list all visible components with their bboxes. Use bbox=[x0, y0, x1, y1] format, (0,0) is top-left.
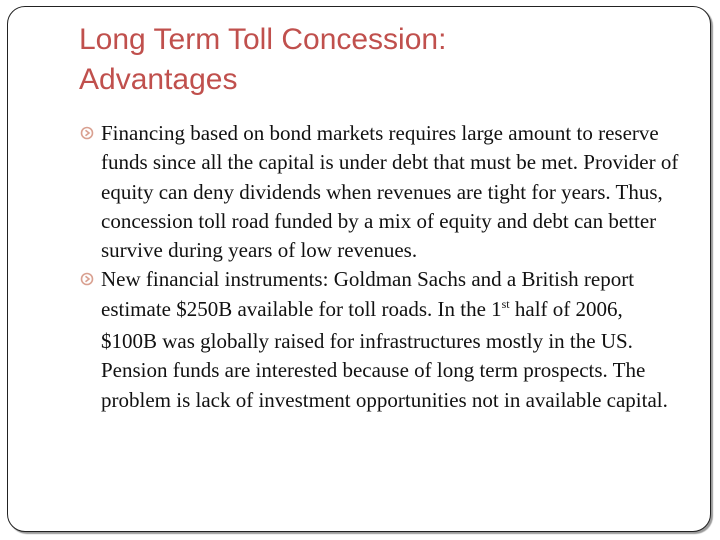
slide-title bbox=[79, 20, 679, 100]
title-line-2: Advantages bbox=[79, 63, 238, 96]
bullet-text: Financing based on bond markets requires large amount to reserve funds since all the capital is under debt that must be met. Provider of equity can deny dividends when revenues are tight for years. Thus, concession toll road funded by a mix of equity and debt can better survive during years of low revenues. bbox=[101, 121, 679, 263]
bullet-item-financing bbox=[79, 119, 679, 265]
title-line-1: Long Term Toll Concession: bbox=[79, 23, 447, 56]
bullet-icon bbox=[79, 265, 99, 294]
ordinal-superscript: st bbox=[501, 296, 510, 311]
bullet-icon bbox=[79, 119, 99, 148]
bullet-item-instruments bbox=[79, 265, 679, 414]
bullet-text-part-2: half of 2006, $100B was globally raised for infrastructures mostly in the US. Pension funds are interested because of long term prospects. The problem is lack of investment opportunities not in available capital. bbox=[101, 296, 668, 412]
bullet-list bbox=[79, 119, 679, 415]
bullet-text-part-1: New financial instruments: Goldman Sachs and a British report estimate $250B available for toll roads. In the 1 bbox=[101, 267, 635, 321]
